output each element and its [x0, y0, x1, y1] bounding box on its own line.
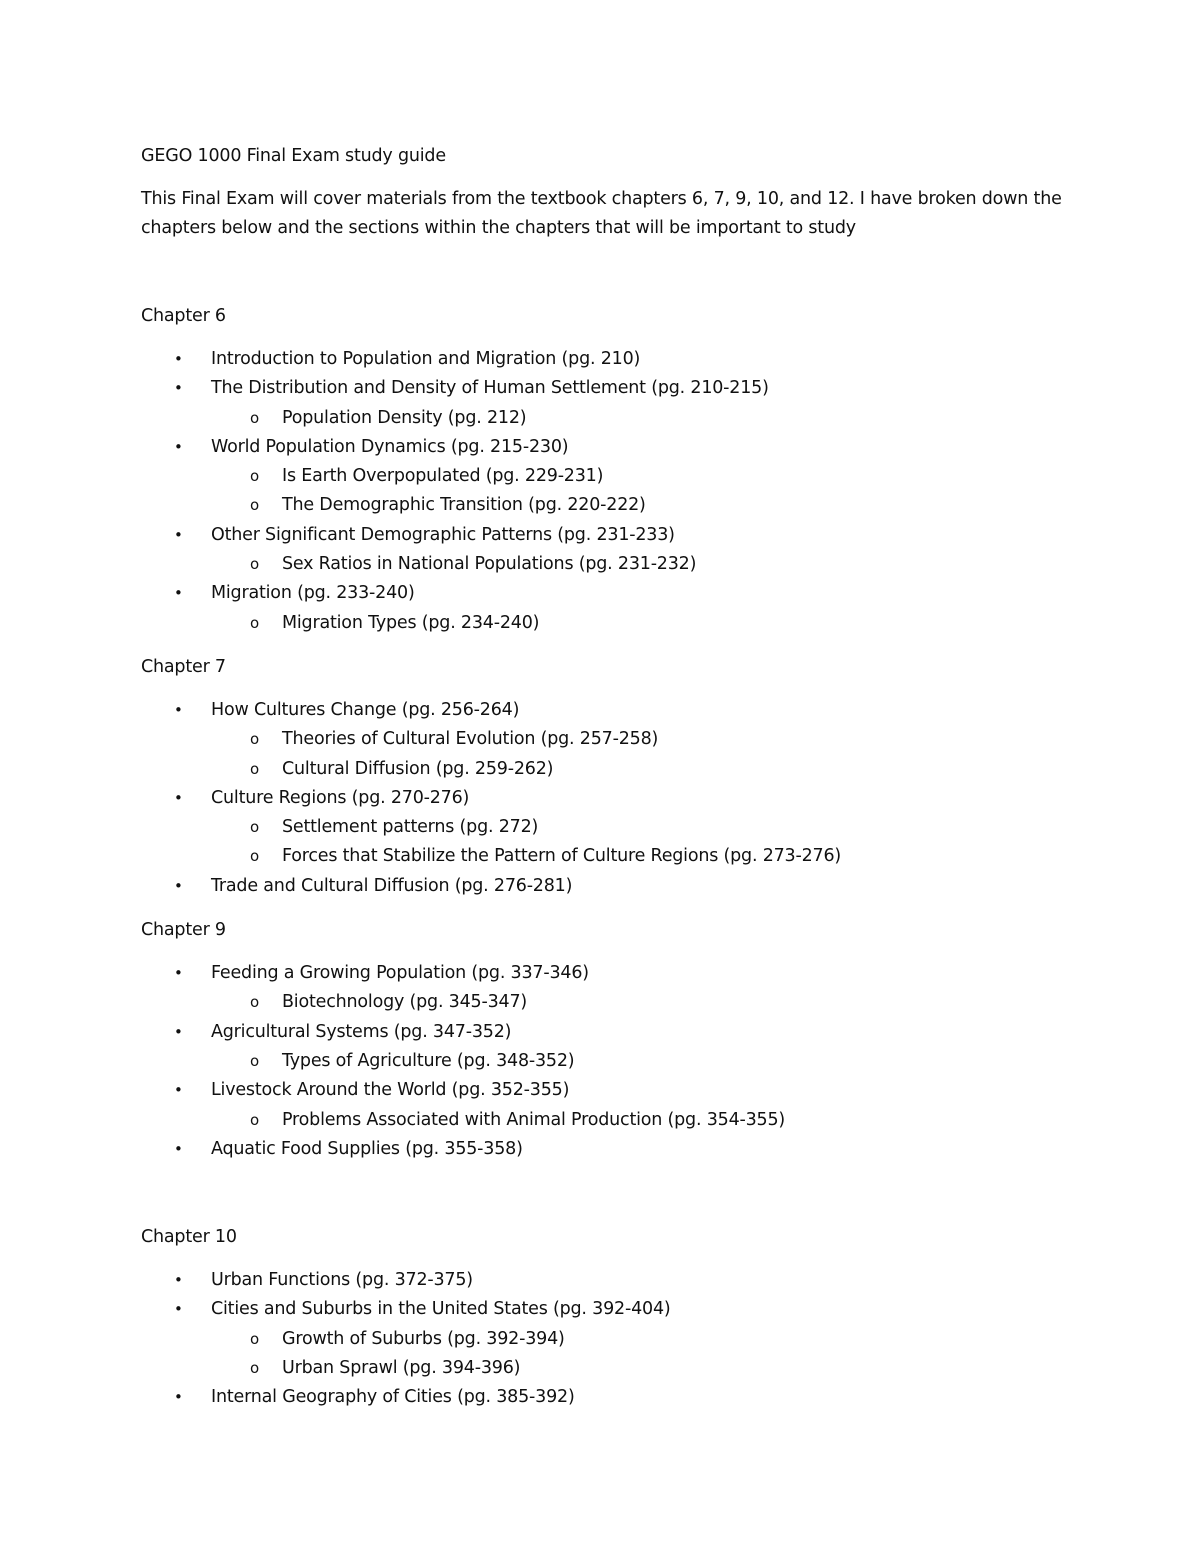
chapter-heading: Chapter 7	[141, 656, 226, 677]
subtopic-item	[141, 1354, 1081, 1383]
bullet-icon: •	[174, 876, 183, 895]
subtopic-item	[141, 404, 1081, 433]
chapter-section	[141, 916, 1081, 1164]
bullet-icon: •	[174, 437, 183, 456]
sub-bullet-icon: o	[250, 993, 259, 1012]
subtopic-label: Types of Agriculture (pg. 348-352)	[282, 1050, 575, 1071]
topic-label: How Cultures Change (pg. 256-264)	[211, 699, 520, 720]
topic-item	[141, 1076, 1081, 1135]
topic-item	[141, 433, 1081, 521]
bullet-icon: •	[174, 1271, 183, 1290]
sub-bullet-icon: o	[250, 496, 259, 515]
subtopic-list	[141, 404, 1081, 433]
bullet-icon: •	[174, 964, 183, 983]
subtopic-item	[141, 1325, 1081, 1354]
bullet-icon: •	[174, 1139, 183, 1158]
subtopic-label: Migration Types (pg. 234-240)	[282, 612, 540, 633]
subtopic-label: Is Earth Overpopulated (pg. 229-231)	[282, 466, 604, 487]
topic-label: Cities and Suburbs in the United States (pg. 392-404)	[211, 1299, 671, 1320]
subtopic-list	[141, 813, 1081, 872]
topic-item	[141, 959, 1081, 1018]
topic-label: Culture Regions (pg. 270-276)	[211, 787, 470, 808]
subtopic-item	[141, 813, 1081, 842]
topic-list	[141, 959, 1081, 1164]
sub-bullet-icon: o	[250, 408, 259, 427]
subtopic-list	[141, 725, 1081, 784]
subtopic-label: Growth of Suburbs (pg. 392-394)	[282, 1328, 565, 1349]
sub-bullet-icon: o	[250, 1110, 259, 1129]
topic-item	[141, 1266, 1081, 1295]
bullet-icon: •	[174, 700, 183, 719]
sub-bullet-icon: o	[250, 613, 259, 632]
topic-label: Livestock Around the World (pg. 352-355)	[211, 1080, 570, 1101]
chapter-heading: Chapter 6	[141, 306, 226, 326]
topic-row	[141, 1266, 1081, 1295]
chapter-heading: Chapter 10	[141, 1227, 237, 1248]
chapters-container	[141, 302, 1081, 1413]
topic-label: Agricultural Systems (pg. 347-352)	[211, 1021, 512, 1042]
topic-row	[141, 784, 1081, 813]
sub-bullet-icon: o	[250, 555, 259, 574]
topic-item	[141, 1135, 1081, 1164]
subtopic-label: Population Density (pg. 212)	[282, 407, 527, 428]
topic-list	[141, 1266, 1081, 1412]
subtopic-item	[141, 462, 1081, 491]
topic-item	[141, 696, 1081, 784]
sub-bullet-icon: o	[250, 1051, 259, 1070]
chapter-section	[141, 1223, 1081, 1412]
subtopic-label: Cultural Diffusion (pg. 259-262)	[282, 758, 554, 779]
topic-label: Other Significant Demographic Patterns (pg. 231-233)	[211, 524, 675, 545]
bullet-icon: •	[174, 1388, 183, 1407]
topic-row	[141, 374, 1081, 403]
sub-bullet-icon: o	[250, 847, 259, 866]
subtopic-item	[141, 1047, 1081, 1076]
bullet-icon: •	[174, 379, 183, 398]
topic-row	[141, 579, 1081, 608]
topic-row	[141, 521, 1081, 550]
topic-item	[141, 1018, 1081, 1077]
topic-label: Introduction to Population and Migration (pg. 210)	[211, 349, 641, 369]
bullet-icon: •	[174, 1300, 183, 1319]
topic-row	[141, 1135, 1081, 1164]
topic-item	[141, 1295, 1081, 1383]
sub-bullet-icon: o	[250, 467, 259, 486]
topic-item	[141, 521, 1081, 580]
topic-label: Aquatic Food Supplies (pg. 355-358)	[211, 1138, 523, 1159]
subtopic-list	[141, 1325, 1081, 1384]
topic-row	[141, 1295, 1081, 1324]
topic-item	[141, 345, 1081, 374]
topic-item	[141, 374, 1081, 433]
bullet-icon: •	[174, 1081, 183, 1100]
topic-row	[141, 696, 1081, 725]
subtopic-item	[141, 725, 1081, 754]
sub-bullet-icon: o	[250, 759, 259, 778]
bullet-icon: •	[174, 525, 183, 544]
subtopic-label: Biotechnology (pg. 345-347)	[282, 992, 528, 1013]
subtopic-item	[141, 609, 1081, 638]
topic-label: The Distribution and Density of Human Settlement (pg. 210-215)	[211, 378, 769, 399]
topic-item	[141, 1383, 1081, 1412]
subtopic-item	[141, 755, 1081, 784]
document-title: GEGO 1000 Final Exam study guide	[141, 146, 446, 166]
topic-list	[141, 696, 1081, 901]
chapter-section	[141, 653, 1081, 901]
bullet-icon: •	[174, 350, 183, 368]
topic-label: Migration (pg. 233-240)	[211, 583, 415, 604]
subtopic-label: Sex Ratios in National Populations (pg. 231-232)	[282, 554, 697, 575]
subtopic-label: Settlement patterns (pg. 272)	[282, 817, 539, 838]
topic-item	[141, 579, 1081, 638]
document-page	[141, 142, 1081, 1413]
subtopic-list	[141, 988, 1081, 1017]
subtopic-list	[141, 1106, 1081, 1135]
topic-label: World Population Dynamics (pg. 215-230)	[211, 436, 569, 457]
subtopic-label: Urban Sprawl (pg. 394-396)	[282, 1358, 521, 1379]
subtopic-label: The Demographic Transition (pg. 220-222)	[282, 495, 646, 516]
topic-row	[141, 959, 1081, 988]
topic-row	[141, 433, 1081, 462]
bullet-icon: •	[174, 1022, 183, 1041]
topic-row	[141, 1383, 1081, 1412]
subtopic-item	[141, 988, 1081, 1017]
intro-paragraph: This Final Exam will cover materials from the textbook chapters 6, 7, 9, 10, and 12. I have broken down the chapters below and the sections within the chapters that will be important to study	[141, 189, 1062, 238]
topic-label: Internal Geography of Cities (pg. 385-392)	[211, 1387, 575, 1408]
topic-label: Trade and Cultural Diffusion (pg. 276-281)	[211, 875, 573, 896]
subtopic-item	[141, 842, 1081, 871]
topic-item	[141, 784, 1081, 872]
topic-row	[141, 1018, 1081, 1047]
subtopic-list	[141, 1047, 1081, 1076]
subtopic-item	[141, 550, 1081, 579]
subtopic-label: Problems Associated with Animal Production (pg. 354-355)	[282, 1109, 786, 1130]
bullet-icon: •	[174, 788, 183, 807]
subtopic-label: Theories of Cultural Evolution (pg. 257-258)	[282, 729, 659, 750]
topic-label: Urban Functions (pg. 372-375)	[211, 1270, 473, 1291]
topic-label: Feeding a Growing Population (pg. 337-346)	[211, 963, 589, 984]
topic-row	[141, 872, 1081, 901]
chapter-section	[141, 302, 1081, 638]
sub-bullet-icon: o	[250, 730, 259, 749]
topic-row	[141, 345, 1081, 374]
subtopic-list	[141, 462, 1081, 521]
chapter-heading: Chapter 9	[141, 920, 226, 941]
subtopic-list	[141, 609, 1081, 638]
sub-bullet-icon: o	[250, 818, 259, 837]
sub-bullet-icon: o	[250, 1329, 259, 1348]
topic-item	[141, 872, 1081, 901]
subtopic-item	[141, 1106, 1081, 1135]
topic-list	[141, 345, 1081, 638]
subtopic-label: Forces that Stabilize the Pattern of Culture Regions (pg. 273-276)	[282, 846, 842, 867]
bullet-icon: •	[174, 584, 183, 603]
subtopic-list	[141, 550, 1081, 579]
sub-bullet-icon: o	[250, 1359, 259, 1378]
topic-row	[141, 1076, 1081, 1105]
subtopic-item	[141, 491, 1081, 520]
